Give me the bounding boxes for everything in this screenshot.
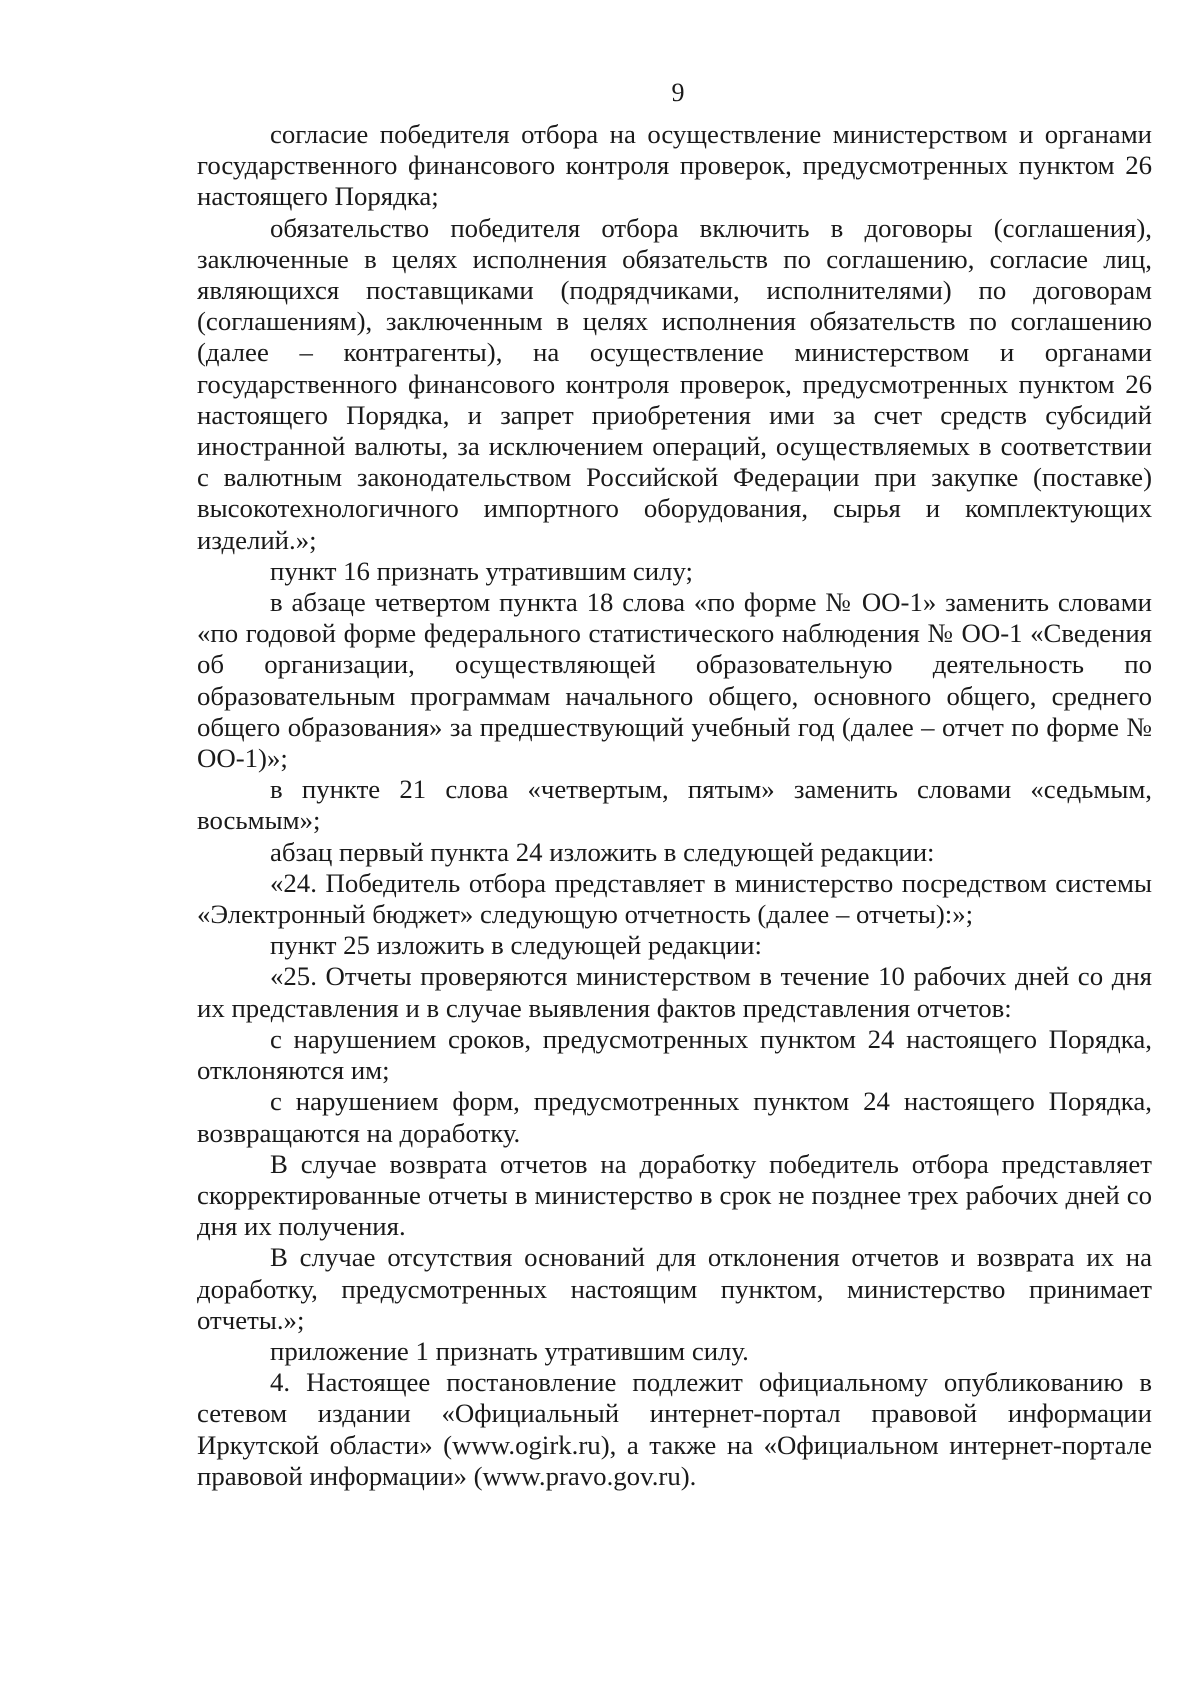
paragraph: приложение 1 признать утратившим силу.	[270, 1335, 749, 1366]
paragraph: 4. Настоящее постановление подлежит официальному опубликованию в сетевом издании «Официальный интернет-портал правовой информации Иркутской области» (www.ogirk.ru), а также на «Официальном интернет-портале правовой информации» (www.pravo.gov.ru).	[197, 1367, 1152, 1491]
paragraph: пункт 16 признать утратившим силу;	[270, 555, 693, 586]
paragraph: «24. Победитель отбора представляет в министерство посредством системы «Электронный бюджет» следующую отчетность (далее – отчеты):»;	[197, 867, 1152, 930]
paragraph: в пункте 21 слова «четвертым, пятым» заменить словами «седьмым, восьмым»;	[197, 774, 1152, 836]
paragraph: с нарушением форм, предусмотренных пунктом 24 настоящего Порядка, возвращаются на доработку.	[197, 1086, 1152, 1148]
paragraph: В случае возврата отчетов на доработку победитель отбора представляет скорректированные отчеты в министерство в срок не позднее трех рабочих дней со дня их получения.	[197, 1148, 1152, 1242]
paragraph: с нарушением сроков, предусмотренных пунктом 24 настоящего Порядка, отклоняются им;	[197, 1023, 1152, 1086]
paragraph: согласие победителя отбора на осуществление министерством и органами государственного финансового контроля проверок, предусмотренных пунктом 26 настоящего Порядка;	[197, 119, 1152, 212]
paragraph: В случае отсутствия оснований для отклонения отчетов и возврата их на доработку, предусмотренных настоящим пунктом, министерство принимает отчеты.»;	[197, 1242, 1152, 1335]
document-body	[197, 119, 1152, 1492]
paragraph: пункт 25 изложить в следующей редакции:	[270, 930, 762, 961]
paragraph: обязательство победителя отбора включить в договоры (соглашения), заключенные в целях исполнения обязательств по соглашению, согласие лиц, являющихся поставщиками (подрядчиками, исполнителями) по договорам (соглашениям), заключенным в целях исполнения обязательств по соглашению (далее – контрагенты), на осуществление министерством и органами государственного финансового контроля проверок, предусмотренных пунктом 26 настоящего Порядка, и запрет приобретения ими за счет средств субсидий иностранной валюты, за исключением операций, осуществляемых в соответствии с валютным законодательством Российской Федерации при закупке (поставке) высокотехнологичного импортного оборудования, сырья и комплектующих изделий.»;	[197, 212, 1152, 555]
paragraph: в абзаце четвертом пункта 18 слова «по форме № ОО-1» заменить словами «по годовой форме федерального статистического наблюдения № ОО-1 «Сведения об организации, осуществляющей образовательную деятельность по образовательным программам начального общего, основного общего, среднего общего образования» за предшествующий учебный год (далее – отчет по форме № ОО-1)»;	[197, 587, 1152, 774]
page-number: 9	[671, 78, 685, 107]
paragraph: абзац первый пункта 24 изложить в следующей редакции:	[270, 836, 935, 867]
paragraph: «25. Отчеты проверяются министерством в течение 10 рабочих дней со дня их представления и в случае выявления фактов представления отчетов:	[197, 961, 1152, 1023]
